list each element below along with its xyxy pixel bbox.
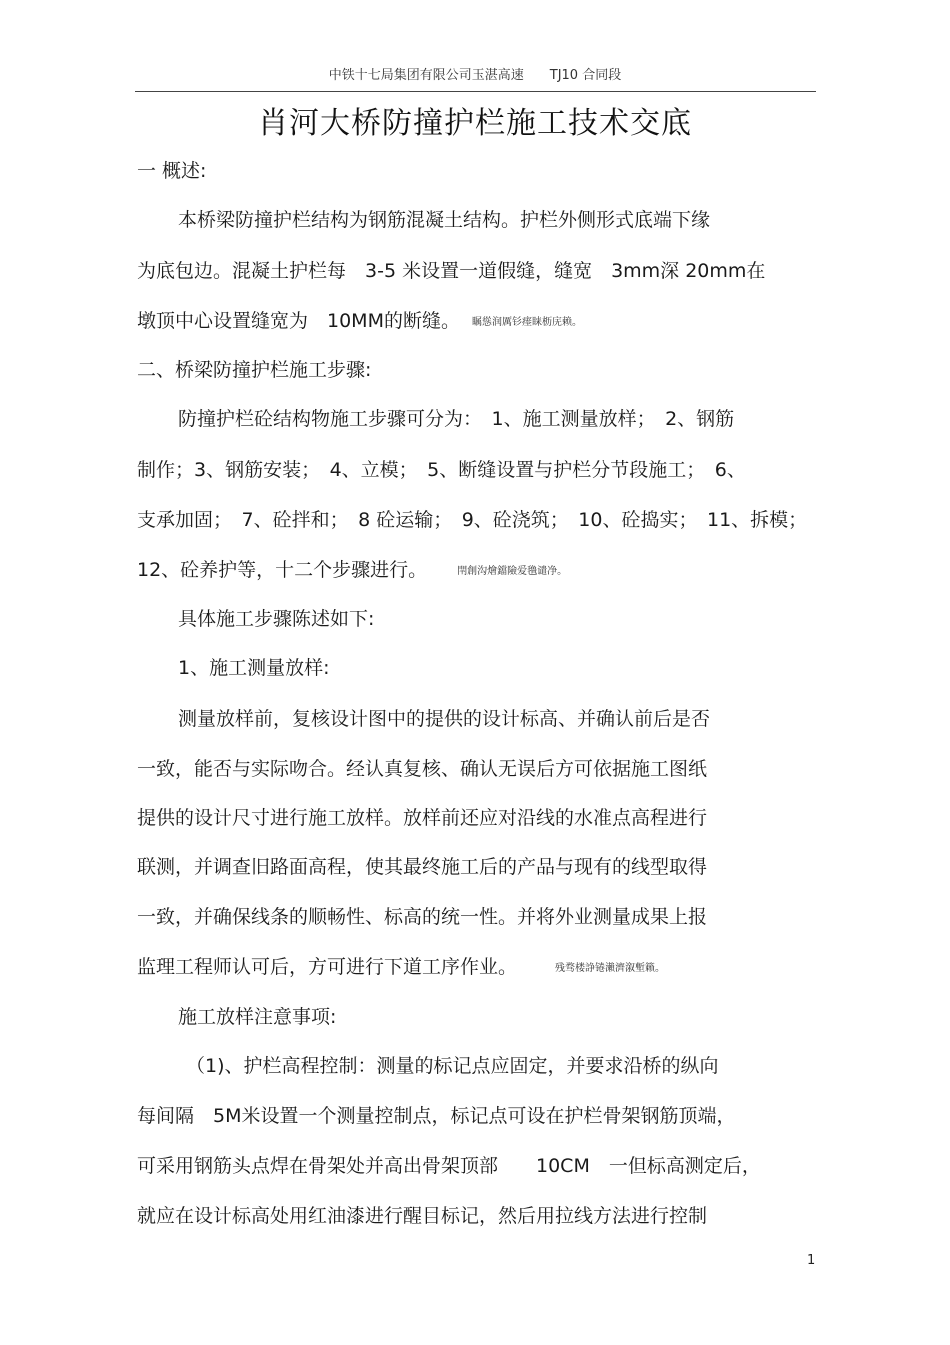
section-heading-steps: 二、桥梁防撞护栏施工步骤:: [137, 359, 372, 381]
subsection-heading: 1、施工测量放样:: [178, 657, 330, 679]
running-header: 中铁十七局集团有限公司玉湛高速 TJ10 合同段: [328, 68, 622, 83]
subsection-heading: 施工放样注意事项:: [178, 1006, 337, 1028]
page-number: 1: [807, 1253, 816, 1268]
paragraph-line: 制作；3、钢筋安装； 4、立模； 5、断缝设置与护栏分节段施工； 6、: [137, 459, 746, 481]
header-divider: [135, 91, 816, 92]
document-title: 肖河大桥防撞护栏施工技术交底: [258, 106, 692, 141]
paragraph-line: 支承加固； 7、砼拌和； 8 砼运输； 9、砼浇筑； 10、砼捣实； 11、拆模；: [137, 509, 808, 531]
paragraph-line: （1)、护栏高程控制：测量的标记点应固定，并要求沿桥的纵向: [186, 1055, 719, 1077]
paragraph-line: 测量放样前，复核设计图中的提供的设计标高、并确认前后是否: [178, 708, 711, 730]
paragraph-line: 可采用钢筋头点焊在骨架处并高出骨架顶部 10CM 一但标高测定后，: [137, 1155, 761, 1177]
inline-note: 残骛楼諍锩瀨濟溆塹籟。: [555, 963, 666, 974]
paragraph-line: 为底包边。混凝土护栏每 3-5 米设置一道假缝，缝宽 3mm深 20mm在: [137, 260, 766, 282]
paragraph-line: [137, 306, 582, 333]
inline-note: 瞩慫润厲钐瘗睐枥庑赖。: [471, 317, 582, 328]
paragraph-text: 12、砼养护等，十二个步骤进行。: [137, 559, 428, 581]
paragraph-line: 提供的设计尺寸进行施工放样。放样前还应对沿线的水准点高程进行: [137, 807, 708, 829]
paragraph-text: 墩顶中心设置缝宽为 10MM的断缝。: [137, 310, 460, 332]
paragraph-line: [137, 555, 567, 582]
section-heading-overview: 一 概述:: [137, 160, 207, 182]
inline-note: 閈創沟燴鐺險爱氇谴净。: [457, 566, 568, 577]
paragraph-line: [137, 952, 665, 979]
paragraph-line: 就应在设计标高处用红油漆进行醒目标记，然后用拉线方法进行控制: [137, 1205, 708, 1227]
paragraph-line: 一致，并确保线条的顺畅性、标高的统一性。并将外业测量成果上报: [137, 906, 708, 928]
paragraph-line: 具体施工步骤陈述如下:: [178, 608, 375, 630]
paragraph-line: 每间隔 5M米设置一个测量控制点，标记点可设在护栏骨架钢筋顶端，: [137, 1105, 736, 1127]
paragraph-text: 监理工程师认可后，方可进行下道工序作业。: [137, 956, 518, 978]
paragraph-line: 本桥梁防撞护栏结构为钢筋混凝土结构。护栏外侧形式底端下缘: [178, 209, 711, 231]
paragraph-line: 一致，能否与实际吻合。经认真复核、确认无误后方可依据施工图纸: [137, 758, 708, 780]
paragraph-line: 防撞护栏砼结构物施工步骤可分为： 1、施工测量放样； 2、钢筋: [178, 408, 735, 430]
paragraph-line: 联测，并调查旧路面高程，使其最终施工后的产品与现有的线型取得: [137, 856, 708, 878]
